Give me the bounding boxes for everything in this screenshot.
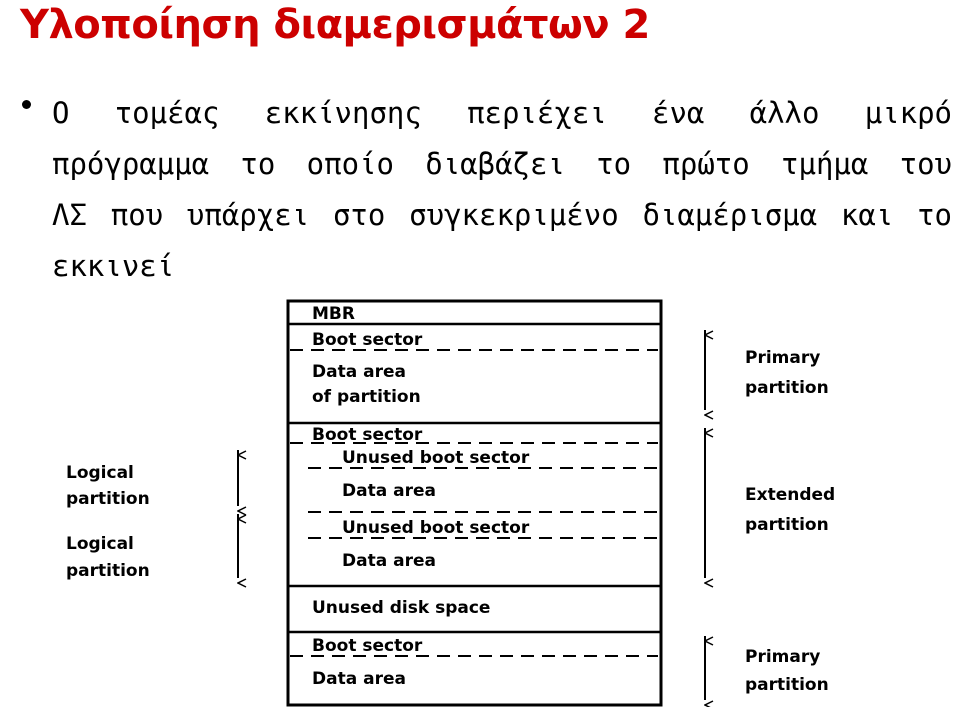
row-data-area-1b: of partition [312,387,421,407]
label-extended-b: partition [745,515,829,535]
row-data-area-4: Data area [312,669,406,689]
label-extended-a: Extended [745,485,836,505]
row-boot-sector-2: Boot sector [312,425,423,445]
bullet-text: Ο τομέας εκκίνησης περιέχει ένα άλλο μικρό πρόγραμμα το οποίο διαβάζει το πρώτο τμήμα του ΛΣ που υπάρχει στο συγκεκριμένο διαμέρισμα και το εκκινεί [52,96,952,283]
label-primary-1a: Primary [745,348,821,368]
row-boot-sector-1: Boot sector [312,330,423,350]
label-primary-2b: partition [745,675,829,695]
row-boot-sector-3: Boot sector [312,636,423,656]
label-logical-2b: partition [66,561,150,581]
row-mbr: MBR [312,304,355,324]
row-unused-boot-2: Unused boot sector [342,518,530,538]
label-primary-2a: Primary [745,647,821,667]
label-logical-1b: partition [66,489,150,509]
label-logical-1a: Logical [66,463,134,483]
slide-title: Υλοποίηση διαμερισμάτων 2 [20,2,650,48]
label-logical-2a: Logical [66,534,134,554]
row-unused-disk: Unused disk space [312,598,491,618]
row-unused-boot-1: Unused boot sector [342,448,530,468]
row-data-area-1a: Data area [312,362,406,382]
row-data-area-2: Data area [342,481,436,501]
label-primary-1b: partition [745,378,829,398]
row-data-area-3: Data area [342,551,436,571]
